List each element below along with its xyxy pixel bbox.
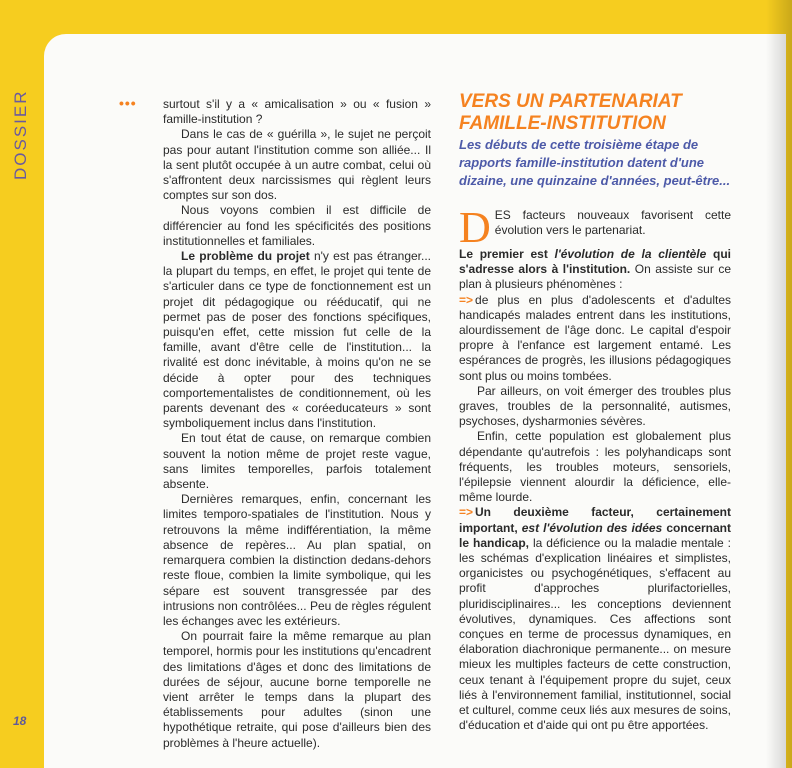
- bullet-1-text: de plus en plus d'adolescents et d'adultes handicapés malades entrent dans les institutions, alourdissement de l'âge donc. Le capital d'espoir propre à l'enfance est largement entamé. Les espérances de progrès, les illusions pédagogiques sont plus ou moins tombées.: [459, 292, 731, 383]
- first-factor-key: l'évolution de la clientèle: [554, 247, 707, 261]
- article-subheading: Les débuts de cette troisième étape de rapports famille-institution datent d'une dizaine, une quinzaine d'années, peut-être...: [459, 137, 731, 188]
- first-factor-text: On assiste sur ce plan à plusieurs phénomènes :: [459, 262, 731, 292]
- bullet-1-paragraph-2: Par ailleurs, on voit émerger des troubles plus graves, troubles de la personnalité, autismes, psychoses, dysharmonies sévères.: [459, 383, 731, 429]
- left-paragraph-1: surtout s'il y a « amicalisation » ou « fusion » famille-institution ?: [163, 97, 431, 127]
- bullet-1-paragraph-3: Enfin, cette population est globalement plus dépendante qu'autrefois : les polyhandicaps sont fréquents, les troubles moteurs, sensoriels, l'épilepsie viennent alourdir la déficience, elle-même lourde.: [459, 429, 731, 505]
- second-factor-lead-b: concernant le handicap,: [459, 520, 731, 550]
- intro-paragraph: [459, 203, 731, 252]
- second-factor-key: est l'évolution des idées: [521, 520, 663, 535]
- continuation-marker: •••: [119, 95, 137, 111]
- section-label: DOSSIER: [11, 89, 30, 180]
- first-factor-paragraph: [459, 247, 731, 293]
- intro-text: ES facteurs nouveaux favorisent cette évolution vers le partenariat.: [494, 208, 731, 238]
- arrow-icon: =>: [459, 505, 474, 520]
- project-problem-lead: Le problème du projet: [181, 249, 310, 264]
- binding-shadow: [766, 0, 792, 768]
- heading-line-2: FAMILLE-INSTITUTION: [459, 113, 666, 134]
- page-number: 18: [13, 714, 27, 728]
- left-paragraph-5: En tout état de cause, on remarque combien souvent la notion même de projet reste vague, sans limites temporelles, parfois totalement absente.: [163, 431, 431, 492]
- second-factor-lead: Un deuxième facteur, certainement important,: [459, 505, 731, 535]
- left-column: [163, 97, 431, 751]
- bullet-2: [459, 505, 731, 733]
- right-column: [459, 203, 731, 734]
- arrow-icon: =>: [459, 292, 474, 307]
- left-paragraph-6: Dernières remarques, enfin, concernant les limites temporo-spatiales de l'institution. Nous y retrouvons la même indifférentiation, la même absence de repères... Au plan spatial, on remarquera combien la distinction dedans-dehors reste floue, combien la limite symbolique, qui les sépare est souvent transgressée par des intrusions non contrôlées... Peu de règles régulent les échanges avec les extérieurs.: [163, 492, 431, 628]
- left-paragraph-4: [163, 249, 431, 431]
- heading-line-1: VERS UN PARTENARIAT: [459, 91, 682, 112]
- project-problem-text: n'y est pas étranger... la plupart du temps, en effet, le projet qui tente de s'articuler dans ce type de fonctionnement est un projet dit pédagogique ou rééducatif, qui ne permet pas de poser des fonctions spécifiques, puisqu'en effet, cette mission fut celle de la famille, avant d'être celle de l'institution... la rivalité est donc inévitable, à moins qu'on ne se décide à opter pour des techniques comportementalistes de conditionnement, où les parents devenant des « coréeducateurs » sont symboliquement inclus dans l'institution.: [163, 249, 431, 431]
- left-paragraph-7: On pourrait faire la même remarque au plan temporel, hormis pour les institutions qu'encadrent des limitations d'âges et donc des limitations de durées de séjour, aucune borne temporelle ne vient arrêter le temps dans la plupart des établissements pour adultes (sinon une hypothétique retraite, qui pose d'ailleurs bien des problèmes à l'heure actuelle).: [163, 629, 431, 750]
- left-paragraph-3: Nous voyons combien il est difficile de différencier au fond les spécificités des positions institutionnelles et familiales.: [163, 203, 431, 248]
- drop-cap: D: [459, 203, 491, 252]
- second-factor-text: la déficience ou la maladie mentale : les schémas d'explication linéaires et simplistes, organicistes ou psychogénétiques, s'effacent au profit d'approches plurifactorielles, pluridisciplinaires... les conceptions deviennent évolutives, dynamiques. Ces affections sont conçues en terme de processus dynamiques, en élaboration diachronique permanente... on mesure mieux les multiples facteurs de cette construction, ceux tenant à l'équipement propre du sujet, ceux liés à l'environnement familial, institutionnel, social et culturel, comme ceux liés aux mesures de soins, d'éducation et d'aide qui ont pu être apportées.: [459, 535, 731, 733]
- article-heading: [459, 91, 749, 135]
- first-factor-lead-a: Le premier est: [459, 247, 555, 261]
- bullet-1: [459, 293, 731, 384]
- left-paragraph-2: Dans le cas de « guérilla », le sujet ne perçoit pas pour autant l'institution comme son alliée... Il la sent plutôt occupée à un autre combat, celui où s'affrontent deux narcissismes qui règlent leurs comptes sur son dos.: [163, 127, 431, 203]
- first-factor-lead-b: qui s'adresse alors à l'institution.: [459, 247, 731, 277]
